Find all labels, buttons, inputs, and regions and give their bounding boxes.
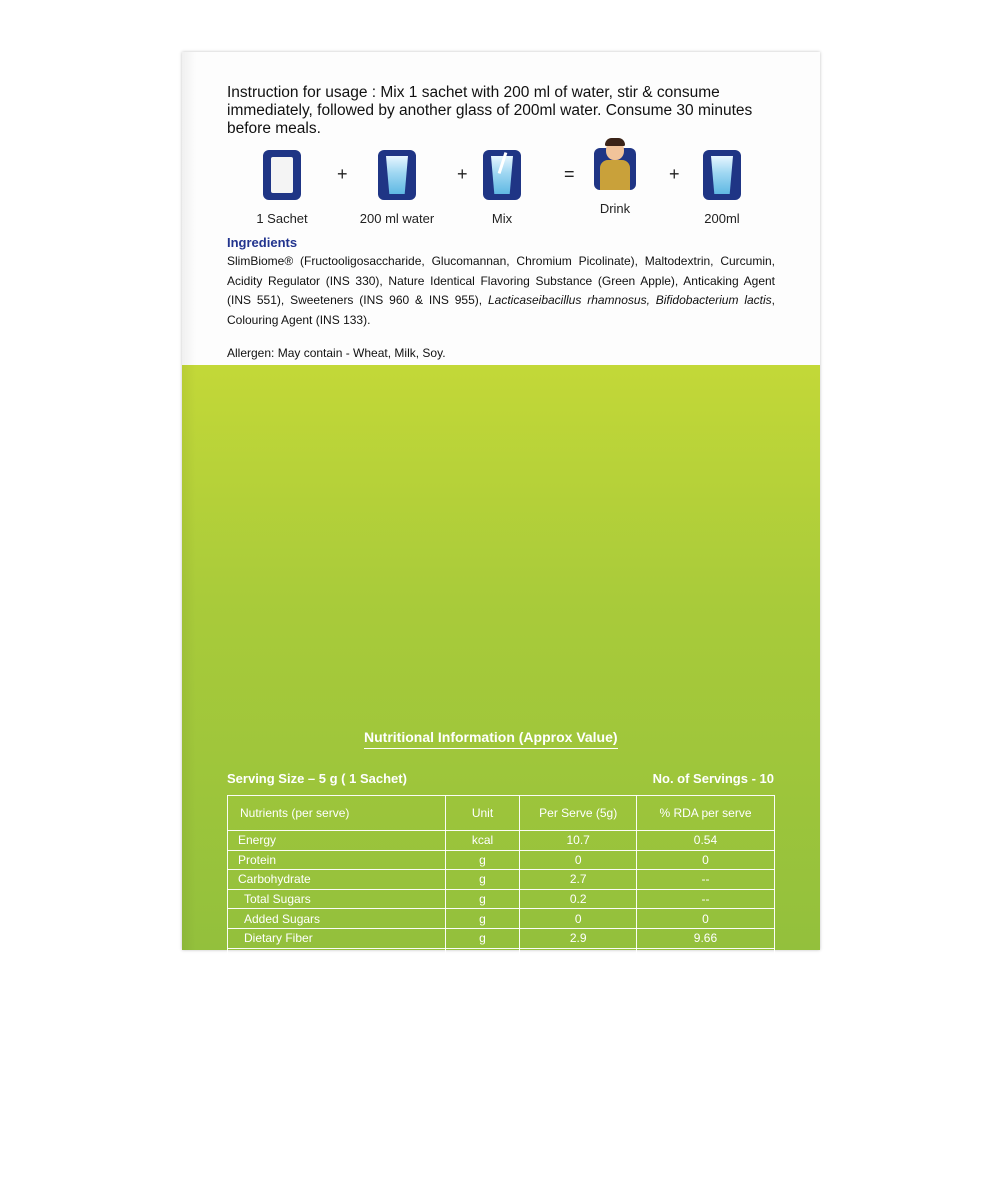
ingredients-text: SlimBiome® (Fructooligosaccharide, Glucomannan, Chromium Picolinate), Maltodextrin, Curcumin, Acidity Regulator (INS 330), Nature Identical Flavoring Substance (Green Apple), Anticaking Agent (INS 551), Sweeteners (INS 960 & INS 955), Lacticaseibacillus rhamnosus, Bifidobacterium lactis, Colouring Agent (INS 133). bbox=[227, 254, 776, 327]
column-header: Per Serve (5g) bbox=[520, 796, 637, 831]
table-cell: 29.9 bbox=[520, 948, 637, 968]
table-cell: g bbox=[445, 870, 520, 890]
table-row bbox=[228, 850, 775, 870]
table-cell: 10.7 bbox=[520, 831, 637, 851]
mix-glass-icon bbox=[483, 150, 521, 200]
table-cell: 0 bbox=[520, 850, 637, 870]
table-cell: Fructooligosaccharide bbox=[228, 1007, 446, 1027]
table-cell: Mn CFU bbox=[445, 1085, 520, 1105]
table-cell: Sodium bbox=[228, 948, 446, 968]
table-cell: Carbohydrate bbox=[228, 870, 446, 890]
step-sachet bbox=[252, 150, 312, 226]
table-cell: g bbox=[445, 928, 520, 948]
table-cell: Added Sugars bbox=[228, 909, 446, 929]
table-cell: g bbox=[445, 1007, 520, 1027]
table-cell: 2.9 bbox=[520, 928, 637, 948]
table-cell: Total Fat bbox=[228, 968, 446, 988]
step-drink bbox=[585, 140, 645, 216]
rda-not-established-note: -%RDA not established bbox=[227, 1167, 351, 1181]
table-cell: 2.7 bbox=[520, 870, 637, 890]
rda-footnote: %RDA calculated on the basis of 2000 KCal diet for adults and ICMR-NIN 2020 Men and Women (Sedentary Work). bbox=[227, 1133, 743, 1164]
table-cell: 0 bbox=[636, 968, 774, 988]
table-cell: mg bbox=[445, 948, 520, 968]
column-header: Unit bbox=[445, 796, 520, 831]
table-cell: g bbox=[445, 987, 520, 1007]
table-row bbox=[228, 1007, 775, 1027]
table-cell: -- bbox=[636, 1007, 774, 1027]
equals-sign: = bbox=[564, 164, 575, 184]
table-cell: Glucomannan bbox=[228, 1026, 446, 1046]
step-label: 200ml bbox=[704, 211, 740, 226]
table-row bbox=[228, 831, 775, 851]
step-mix bbox=[472, 150, 532, 226]
table-row bbox=[228, 968, 775, 988]
water-glass-icon bbox=[703, 150, 741, 200]
sweetener-note: CONTAIN NON-CALORIC SWEETENER bbox=[635, 1155, 779, 1191]
servings-count: No. of Servings - 10 bbox=[652, 771, 774, 786]
table-row bbox=[228, 889, 775, 909]
table-cell: g bbox=[445, 1026, 520, 1046]
table-cell: -- bbox=[636, 1046, 774, 1066]
nutrition-title: Nutritional Information (Approx Value) bbox=[364, 729, 618, 749]
table-cell: 0 bbox=[520, 968, 637, 988]
table-cell: -- bbox=[636, 1066, 774, 1086]
table-cell: g bbox=[445, 850, 520, 870]
table-row bbox=[228, 870, 775, 890]
table-cell: g bbox=[445, 968, 520, 988]
table-cell: Protein bbox=[228, 850, 446, 870]
table-cell: -- bbox=[636, 1026, 774, 1046]
table-cell: Lacticaseibacillus rhamnosus bbox=[228, 1066, 446, 1086]
table-cell: g bbox=[445, 889, 520, 909]
table-cell: 3 bbox=[520, 987, 637, 1007]
step-water bbox=[352, 150, 442, 226]
table-cell: -- bbox=[636, 1085, 774, 1105]
water-glass-icon bbox=[378, 150, 416, 200]
nutrition-panel bbox=[182, 365, 820, 1186]
table-cell: 9.66 bbox=[636, 928, 774, 948]
table-cell: Chromium Picolinate bbox=[228, 1046, 446, 1066]
table-cell: 100 bbox=[520, 1046, 637, 1066]
instructions-panel bbox=[182, 52, 820, 365]
plus-sign: + bbox=[457, 164, 468, 184]
table-cell: Dietary Fiber bbox=[228, 928, 446, 948]
person-drinking-icon bbox=[594, 140, 636, 200]
column-header: % RDA per serve bbox=[636, 796, 774, 831]
table-cell: -- bbox=[636, 987, 774, 1007]
column-header: Nutrients (per serve) bbox=[228, 796, 446, 831]
table-cell: 0.2 bbox=[520, 889, 637, 909]
step-label: 200 ml water bbox=[359, 211, 435, 226]
table-row bbox=[228, 909, 775, 929]
table-cell: Total Sugars bbox=[228, 889, 446, 909]
step-label: Drink bbox=[599, 201, 631, 216]
table-cell: Slimbiome® bbox=[228, 987, 446, 1007]
table-row bbox=[228, 1085, 775, 1105]
allergen-statement: Allergen: May contain - Wheat, Milk, Soy. bbox=[227, 346, 446, 360]
table-cell: 0 bbox=[520, 909, 637, 929]
table-cell: g bbox=[445, 909, 520, 929]
table-cell: 0 bbox=[636, 850, 774, 870]
table-cell: 0.99 bbox=[520, 1026, 637, 1046]
table-cell: Bifidobacterium lactis bbox=[228, 1085, 446, 1105]
product-box-back bbox=[182, 52, 820, 1186]
step-second-water bbox=[687, 150, 757, 226]
serving-size: Serving Size – 5 g ( 1 Sachet) bbox=[227, 771, 407, 786]
table-row bbox=[228, 987, 775, 1007]
nutrition-table bbox=[227, 795, 775, 1105]
table-cell: 1.50 bbox=[636, 948, 774, 968]
plus-sign: + bbox=[337, 164, 348, 184]
sachet-icon bbox=[263, 150, 301, 200]
table-cell: 500 bbox=[520, 1066, 637, 1086]
table-cell: kcal bbox=[445, 831, 520, 851]
table-header-row bbox=[228, 796, 775, 831]
table-cell: -- bbox=[636, 889, 774, 909]
table-cell: 1.99 bbox=[520, 1007, 637, 1027]
table-row bbox=[228, 948, 775, 968]
table-row bbox=[228, 1066, 775, 1086]
table-row bbox=[228, 1026, 775, 1046]
lightlife-note: Lightlife ® contains an admixture of Steviol Gylcoside (INS 960) and Sucralose (INS 955). bbox=[381, 1155, 635, 1191]
table-cell: 0 bbox=[636, 909, 774, 929]
table-cell: Energy bbox=[228, 831, 446, 851]
table-cell: -- bbox=[636, 870, 774, 890]
table-row bbox=[228, 1046, 775, 1066]
table-cell: mcg bbox=[445, 1046, 520, 1066]
table-cell: Mn CFU bbox=[445, 1066, 520, 1086]
step-label: Mix bbox=[491, 211, 513, 226]
plus-sign: + bbox=[669, 164, 680, 184]
table-row bbox=[228, 928, 775, 948]
step-label: 1 Sachet bbox=[256, 211, 308, 226]
usage-instructions: Instruction for usage : Mix 1 sachet with 200 ml of water, stir & consume immediately, followed by another glass of 200ml water. Consume 30 minutes before meals. bbox=[227, 84, 753, 137]
table-cell: 500 bbox=[520, 1085, 637, 1105]
usage-steps bbox=[252, 150, 762, 226]
ingredients-title: Ingredients bbox=[227, 235, 298, 250]
table-cell: 0.54 bbox=[636, 831, 774, 851]
